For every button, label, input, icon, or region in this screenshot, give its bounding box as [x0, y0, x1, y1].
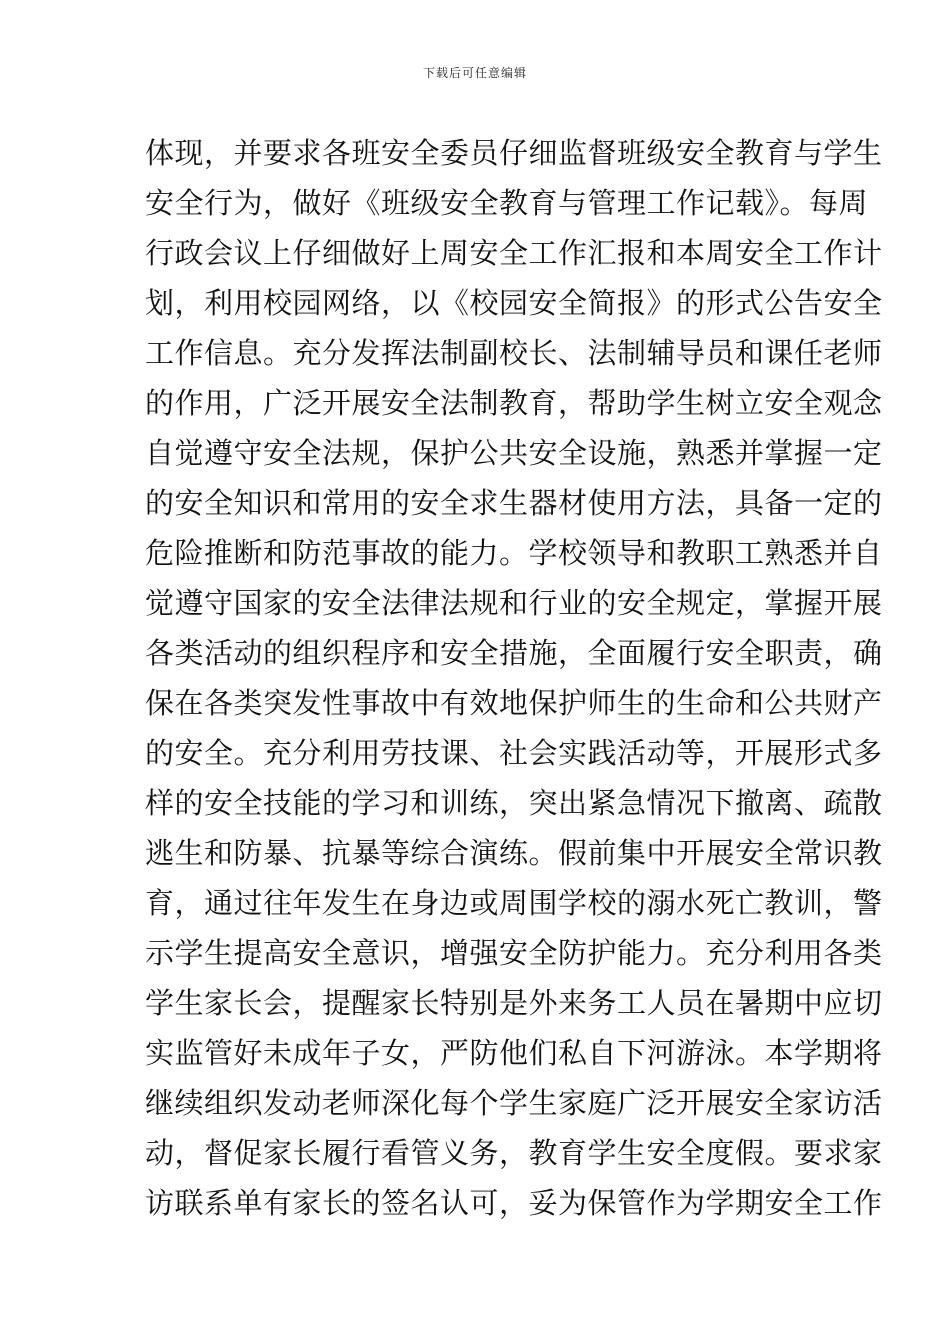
text-line: 访联系单有家长的签名认可，妥为保管作为学期安全工作 [145, 1186, 883, 1220]
text-line: 安全行为，做好《班级安全教育与管理工作记载》。每周 [145, 186, 869, 220]
text-line: 动，督促家长履行看管义务，教育学生安全度假。要求家 [145, 1136, 883, 1170]
text-line: 的安全。充分利用劳技课、社会实践活动等，开展形式多 [145, 736, 883, 770]
text-line: 学生家长会，提醒家长特别是外来务工人员在暑期中应切 [145, 986, 883, 1020]
text-line: 实监管好未成年子女，严防他们私自下河游泳。本学期将 [145, 1036, 883, 1070]
text-line: 工作信息。充分发挥法制副校长、法制辅导员和课任老师 [145, 336, 883, 370]
text-line: 的安全知识和常用的安全求生器材使用方法，具备一定的 [145, 486, 883, 520]
text-line: 划，利用校园网络，以《校园安全简报》的形式公告安全 [145, 286, 883, 320]
text-line: 体现，并要求各班安全委员仔细监督班级安全教育与学生 [145, 136, 883, 170]
text-line: 的作用，广泛开展安全法制教育，帮助学生树立安全观念 [145, 386, 883, 420]
text-line: 行政会议上仔细做好上周安全工作汇报和本周安全工作计 [145, 236, 883, 270]
text-line: 保在各类突发性事故中有效地保护师生的生命和公共财产 [145, 686, 883, 720]
text-line: 样的安全技能的学习和训练，突出紧急情况下撤离、疏散 [145, 786, 883, 820]
text-line: 逃生和防暴、抗暴等综合演练。假前集中开展安全常识教 [145, 836, 883, 870]
text-line: 各类活动的组织程序和安全措施，全面履行安全职责，确 [145, 636, 883, 670]
body-text [145, 128, 883, 1228]
text-line: 危险推断和防范事故的能力。学校领导和教职工熟悉并自 [145, 536, 883, 570]
text-line: 示学生提高安全意识，增强安全防护能力。充分利用各类 [145, 936, 883, 970]
page-header: 下载后可任意编辑 [422, 66, 527, 80]
text-line: 觉遵守国家的安全法律法规和行业的安全规定，掌握开展 [145, 586, 883, 620]
text-line: 育，通过往年发生在身边或周围学校的溺水死亡教训，警 [145, 886, 883, 920]
text-line: 自觉遵守安全法规，保护公共安全设施，熟悉并掌握一定 [145, 436, 883, 470]
text-line: 继续组织发动老师深化每个学生家庭广泛开展安全家访活 [145, 1086, 883, 1120]
